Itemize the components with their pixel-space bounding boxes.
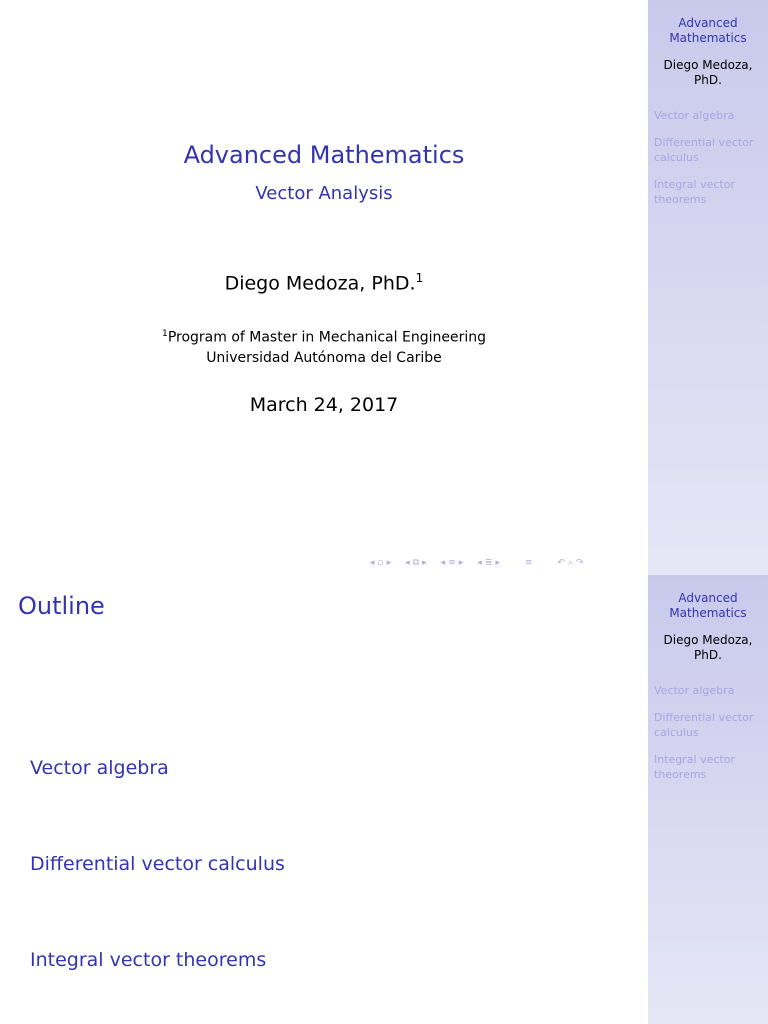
subsection-icon[interactable]: ≡ (448, 558, 456, 568)
document-icon[interactable]: ≡ (524, 558, 533, 568)
slide-main-area (0, 0, 648, 575)
back-icon[interactable]: ↶ (557, 558, 565, 568)
frame-icon[interactable]: ⧉ (412, 558, 420, 568)
section-next-arrow-icon[interactable]: ▸ (495, 558, 500, 568)
frame-prev-arrow-icon[interactable]: ◂ (405, 558, 410, 568)
sidebar-item-integral-vector-theorems[interactable]: Integral vector theorems (654, 178, 735, 206)
affiliation (0, 324, 648, 368)
sidebar-sections (654, 108, 764, 219)
sidebar-author: Diego Medoza, PhD. (663, 58, 753, 87)
outline-slide (0, 575, 768, 1024)
author-name: Diego Medoza, PhD. (224, 272, 416, 295)
subsection-next-arrow-icon[interactable]: ▸ (458, 558, 464, 568)
outline-item-integral-vector-theorems[interactable]: Integral vector theorems (30, 949, 267, 971)
slide-icon[interactable]: ▫ (377, 558, 384, 568)
outline-item-vector-algebra[interactable]: Vector algebra (30, 757, 169, 779)
sidebar (648, 0, 768, 575)
forward-icon[interactable]: ↷ (576, 558, 584, 568)
search-icon[interactable]: ⌕ (567, 558, 574, 568)
sidebar-item-integral-vector-theorems[interactable]: Integral vector theorems (654, 753, 735, 781)
affiliation-footnote-mark: 1 (162, 329, 168, 339)
beamer-navigation-bar (370, 555, 642, 571)
affiliation-line-2: Universidad Autónoma del Caribe (206, 349, 442, 366)
frame-title: Outline (18, 592, 105, 620)
sidebar-author: Diego Medoza, PhD. (663, 633, 753, 662)
section-icon[interactable]: ≣ (484, 558, 493, 568)
affiliation-program: Program of Master in Mechanical Engineering (167, 329, 486, 346)
sidebar-item-vector-algebra[interactable]: Vector algebra (654, 684, 735, 697)
sidebar-item-differential-vector-calculus[interactable]: Differential vector calculus (654, 136, 754, 164)
presentation-title: Advanced Mathematics (183, 141, 465, 169)
presentation-date: March 24, 2017 (249, 394, 399, 416)
presentation-subtitle: Vector Analysis (255, 183, 393, 204)
sidebar-item-differential-vector-calculus[interactable]: Differential vector calculus (654, 711, 754, 739)
author-line (0, 264, 648, 297)
slide-next-arrow-icon[interactable]: ▸ (386, 558, 392, 568)
section-prev-arrow-icon[interactable]: ◂ (477, 558, 482, 568)
outline-item-differential-vector-calculus[interactable]: Differential vector calculus (30, 853, 285, 875)
slide-prev-arrow-icon[interactable]: ◂ (370, 558, 375, 568)
author-footnote-mark: 1 (415, 271, 424, 285)
slide-main-area (0, 575, 648, 1024)
subsection-prev-arrow-icon[interactable]: ◂ (440, 558, 446, 568)
sidebar-item-vector-algebra[interactable]: Vector algebra (654, 109, 735, 122)
sidebar (648, 575, 768, 1024)
sidebar-sections (654, 683, 764, 794)
affiliation-line-1 (0, 324, 648, 348)
sidebar-title[interactable]: Advanced Mathematics (669, 16, 747, 45)
sidebar-title[interactable]: Advanced Mathematics (669, 591, 747, 620)
frame-next-arrow-icon[interactable]: ▸ (422, 558, 427, 568)
